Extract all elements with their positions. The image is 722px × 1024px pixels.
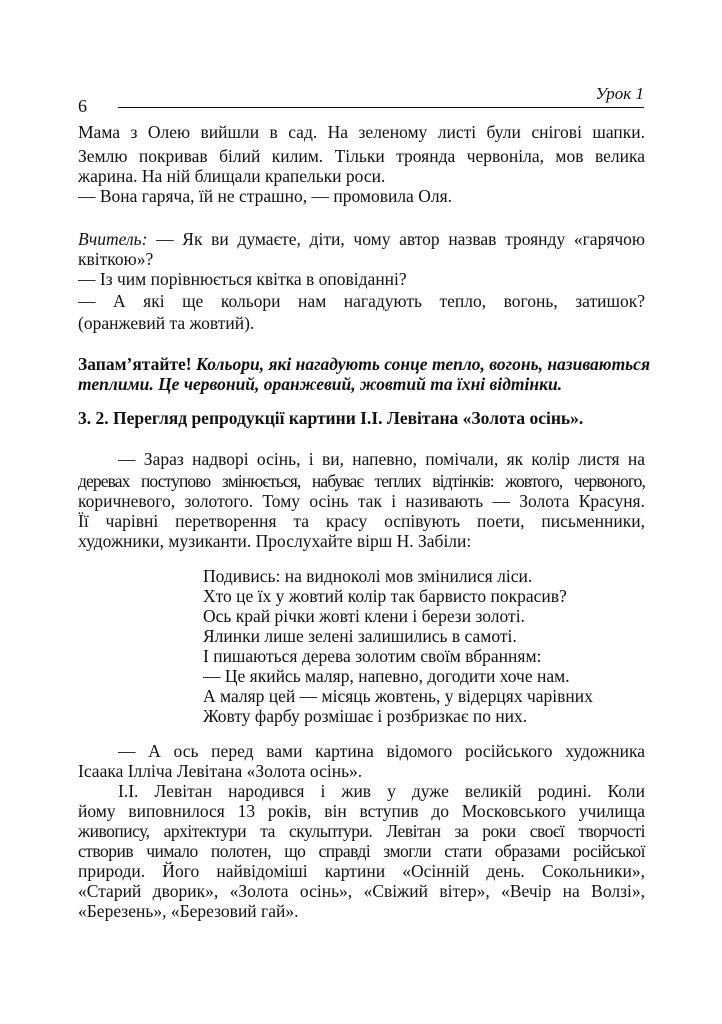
poem-line: Жовту фарбу розмішає і розбризкає по них. <box>203 706 528 726</box>
intro-line: деревах поступово змінюється, набуває теплих відтінків: жовтого, червоного, <box>78 471 645 491</box>
outro-line: створив чимало полотен, що справді змогли стати образами російської <box>78 841 645 861</box>
intro-line: художники, музиканти. Прослухайте вірш Н. Забіли: <box>78 531 472 551</box>
teacher-question-text: — Як ви думаєте, діти, чому автор назвав троянду «гарячою <box>147 229 645 249</box>
outro-line: живопису, архітектури та скульптури. Левітан за роки своєї творчості <box>78 821 645 841</box>
teacher-label: Вчитель: <box>78 229 148 249</box>
remember-note-line: теплими. Це червоний, оранжевий, жовтий та їхні відтінки. <box>78 374 563 394</box>
teacher-question-line: (оранжевий та жовтий). <box>78 313 255 333</box>
story-line: Землю покривав білий килим. Тільки троянда червоніла, мов велика <box>78 146 645 166</box>
header-rule <box>118 107 644 108</box>
outro-line: «Березень», «Березовий гай». <box>78 901 299 921</box>
poem-line: Ось край річки жовті клени і берези золоті. <box>203 606 525 626</box>
poem-line: Подивись: на видноколі мов змінилися ліси. <box>203 566 533 586</box>
page-number: 6 <box>78 96 87 116</box>
outro-line: І.І. Левітан народився і жив у дуже великій родині. Коли <box>118 781 645 801</box>
teacher-question-line: — Із чим порівнюється квітка в оповіданні? <box>78 269 407 289</box>
story-line: Мама з Олею вийшли в сад. На зеленому листі були снігові шапки. <box>78 122 645 142</box>
outro-line: «Старий дворик», «Золота осінь», «Свіжий вітер», «Вечір на Волзі», <box>78 881 645 901</box>
lesson-label: Урок 1 <box>595 84 644 103</box>
outro-line: природи. Його найвідоміші картини «Осінній день. Сокольники», <box>78 861 645 881</box>
teacher-question-line: — А які ще кольори нам нагадують тепло, вогонь, затишок? <box>78 291 645 311</box>
outro-line: йому виповнилося 13 років, він вступив до Московського училища <box>78 801 645 821</box>
outro-line: — А ось перед вами картина відомого російського художника <box>118 741 645 761</box>
poem-line: А маляр цей — місяць жовтень, у відерцях чарівних <box>203 686 593 706</box>
intro-line: коричневого, золотого. Тому осінь так і називають — Золота Красуня. <box>78 491 645 511</box>
intro-line: Її чарівні перетворення та красу оспівують поети, письменники, <box>78 511 645 531</box>
remember-text: Кольори, які нагадують сонце тепло, вогонь, називаються <box>191 354 650 374</box>
intro-line: — Зараз надворі осінь, і ви, напевно, помічали, як колір листя на <box>118 449 645 469</box>
section-heading: 3. 2. Перегляд репродукції картини І.І. Левітана «Золота осінь». <box>78 408 584 428</box>
outro-line: Ісаака Ілліча Левітана «Золота осінь». <box>78 761 363 781</box>
story-line: жарина. На ній блищали крапельки роси. <box>78 166 386 186</box>
poem-line: — Це якийсь маляр, напевно, догодити хоче нам. <box>203 666 570 686</box>
teacher-question-line <box>78 229 645 249</box>
remember-label: Запам’ятайте! <box>78 354 192 374</box>
poem-line: Ялинки лише зелені залишились в самоті. <box>203 626 517 646</box>
poem-line: І пишаються дерева золотим своїм вбранням: <box>203 646 542 666</box>
poem-line: Хто це їх у жовтий колір так барвисто покрасив? <box>203 586 567 606</box>
teacher-question-line: квіткою»? <box>78 249 154 269</box>
remember-note-line <box>78 354 650 374</box>
story-line: — Вона гаряча, їй не страшно, — промовила Оля. <box>78 186 452 206</box>
